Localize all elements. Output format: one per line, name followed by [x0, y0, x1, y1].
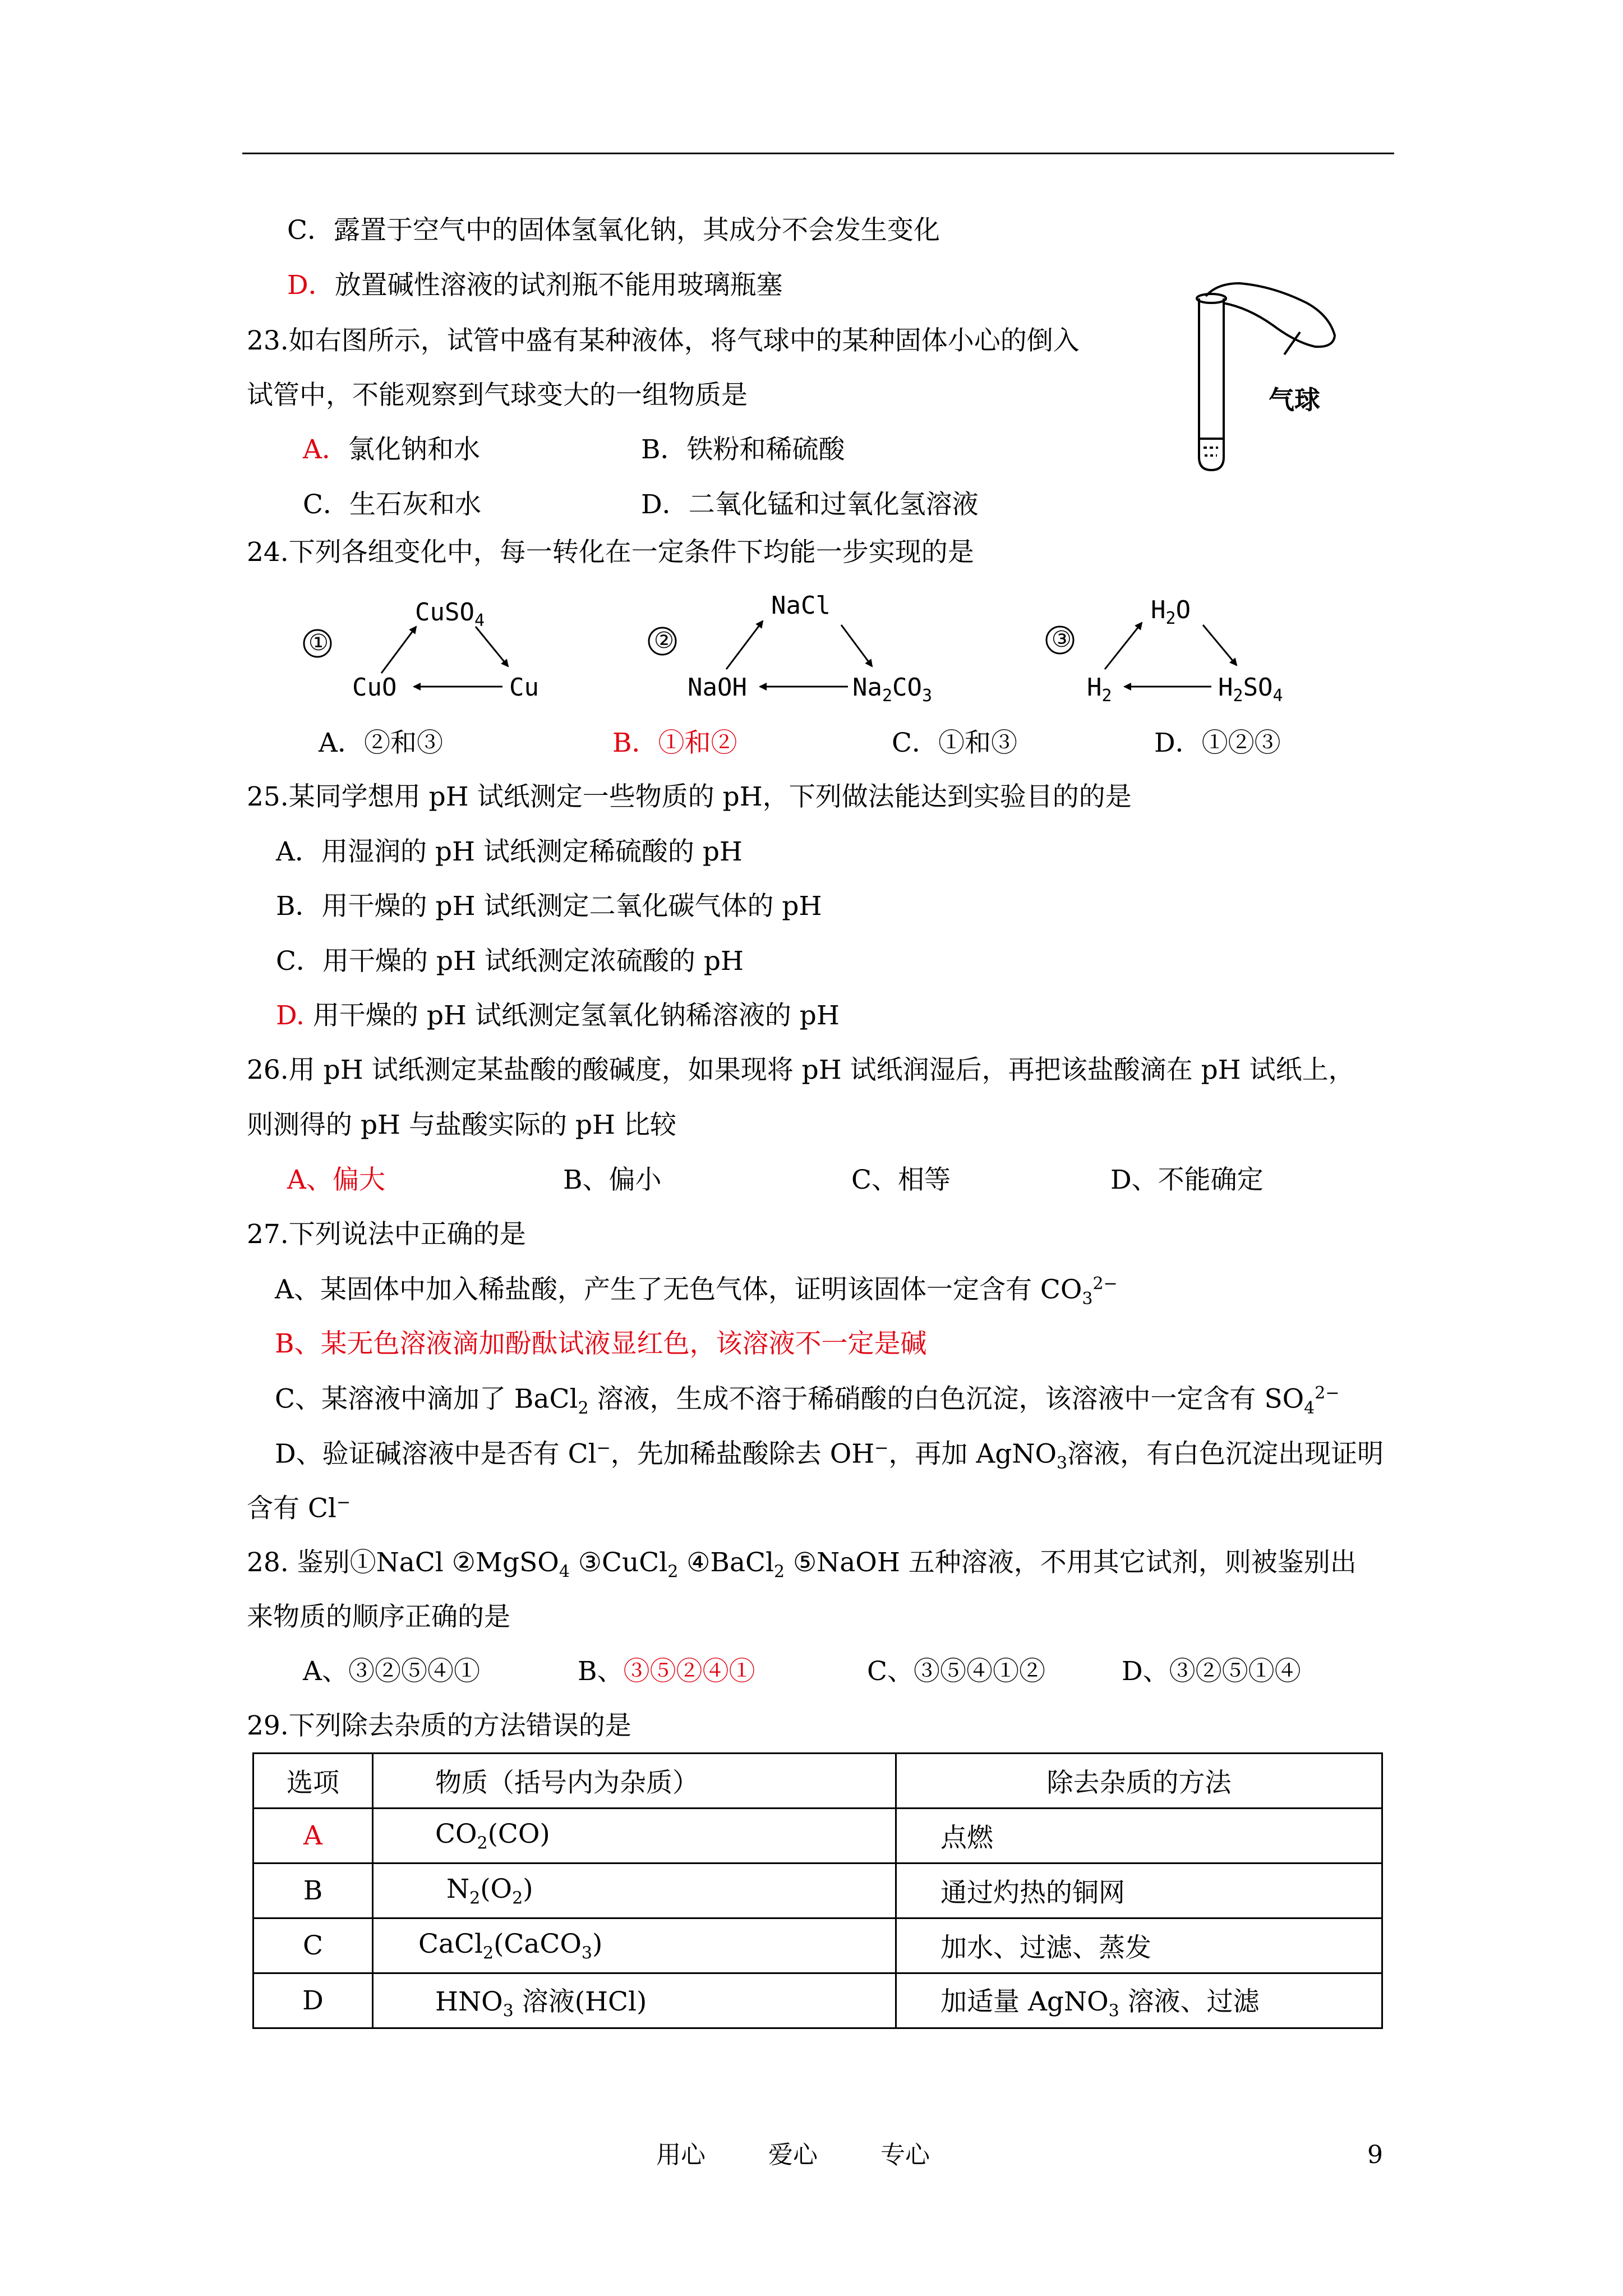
- q24-diagram2-left: NaOH: [688, 673, 747, 702]
- row-substance: $N_2(O_2)$: [373, 1864, 896, 1918]
- q26-option-a: A、偏大: [287, 1165, 385, 1195]
- row-method: 点燃: [896, 1809, 1382, 1864]
- q22-option-d-text: 放置碱性溶液的试剂瓶不能用玻璃瓶塞: [334, 270, 783, 301]
- row-method: 通过灼热的铜网: [896, 1864, 1382, 1918]
- q27-option-d-line2-sup: −: [336, 1493, 351, 1512]
- row-substance: $HNO_3$ 溶液(HCl): [373, 1973, 896, 2028]
- q24-diagram3-top: $H_2O$: [1151, 596, 1191, 628]
- q24-diagram1-num: ①: [308, 630, 329, 656]
- footer-text-left: 用心: [656, 2141, 706, 2169]
- q27-stem: 27.下列说法中正确的是: [247, 1219, 526, 1250]
- q26-option-c: C、相等: [851, 1165, 951, 1195]
- q24-diagram3-num: ③: [1052, 627, 1072, 652]
- row-option: D: [253, 1973, 373, 2028]
- q28-stem-line1: [247, 1549, 1357, 1580]
- q23-option-a: [303, 436, 480, 463]
- q27-option-c-sup2: 2−: [1315, 1383, 1340, 1403]
- q28-sub2a: 2: [667, 1562, 679, 1582]
- header-option: 选项: [253, 1754, 373, 1809]
- q28-option-d: D、③②⑤①④: [1122, 1656, 1301, 1687]
- q27-option-d-sup2: −: [874, 1438, 889, 1458]
- q25-option-c: C．用干燥的 pH 试纸测定浓硫酸的 pH: [276, 946, 744, 977]
- q27-option-d-mid: ，先加稀盐酸除去 OH: [610, 1438, 875, 1470]
- q23-option-b: B．铁粉和稀硫酸: [641, 434, 845, 465]
- q28-option-b-letter: B、: [578, 1656, 624, 1687]
- q27-option-d-line1: [275, 1440, 1384, 1472]
- q22-option-d: [287, 270, 783, 301]
- q27-option-d-pre: D、验证碱溶液中是否有 Cl: [275, 1438, 597, 1470]
- q25-option-d: [276, 1002, 840, 1029]
- q24-diagram3-left: $H_2$: [1087, 673, 1112, 706]
- q26-option-b: B、偏小: [563, 1165, 662, 1195]
- q27-option-d-line2: [247, 1494, 351, 1522]
- q24-diagram1-top: CuSO$_4$: [415, 598, 485, 631]
- q28-option-a: A、③②⑤④①: [303, 1656, 480, 1687]
- q27-option-c: [275, 1385, 1340, 1417]
- q28-stem-post: ⑤NaOH 五种溶液，不用其它试剂，则被鉴别出: [785, 1547, 1357, 1578]
- q27-option-a-text: A、某固体中加入稀盐酸，产生了无色气体，证明该固体一定含有 CO: [275, 1274, 1082, 1305]
- table-row: [253, 1809, 1382, 1864]
- table-row: [253, 1918, 1382, 1973]
- q22-option-d-letter: D．: [287, 270, 335, 301]
- q27-option-c-sub: 2: [578, 1398, 589, 1419]
- q24-diagram1-left: CuO: [352, 673, 397, 702]
- q23-option-d: D．二氧化锰和过氧化氢溶液: [641, 489, 979, 520]
- q25-option-d-letter: D.: [276, 1000, 305, 1031]
- q24-option-a: A．②和③: [319, 728, 443, 758]
- q29-table: [252, 1752, 1383, 2029]
- footer-text-mid: 爱心: [768, 2141, 818, 2169]
- q26-option-d: D、不能确定: [1110, 1165, 1264, 1195]
- q26-stem-line2: 则测得的 pH 与盐酸实际的 pH 比较: [247, 1110, 676, 1140]
- q28-sub4: 4: [559, 1562, 570, 1582]
- q28-stem-mid1: ③CuCl: [569, 1547, 668, 1578]
- q23-option-a-text: 氯化钠和水: [348, 434, 480, 465]
- q27-option-a-sub: 3: [1082, 1289, 1093, 1309]
- table-row: [253, 1973, 1382, 2028]
- q29-stem: 29.下列除去杂质的方法错误的是: [247, 1710, 631, 1741]
- q24-diagram2-top: NaCl: [771, 591, 831, 620]
- q23-option-a-letter: A．: [303, 434, 348, 465]
- q24-diagram1-right: Cu: [509, 673, 539, 702]
- q24-stem: 24.下列各组变化中，每一转化在一定条件下均能一步实现的是: [247, 537, 974, 568]
- page-number: 9: [1367, 2141, 1383, 2169]
- table-header-row: [253, 1754, 1382, 1809]
- q27-option-b: B、某无色溶液滴加酚酞试液显红色，该溶液不一定是碱: [275, 1328, 927, 1359]
- q23-stem-line2: 试管中，不能观察到气球变大的一组物质是: [247, 380, 748, 411]
- q22-option-c: C．露置于空气中的固体氢氧化钠，其成分不会发生变化: [287, 215, 940, 246]
- q24-option-c: C．①和③: [892, 728, 1017, 758]
- q24-diagram2-right: $Na_2CO_3$: [852, 673, 933, 706]
- q23-stem-line1: 23.如右图所示，试管中盛有某种液体，将气球中的某种固体小心的倒入: [247, 325, 1080, 356]
- q27-option-d-post: 溶液，有白色沉淀出现证明: [1067, 1438, 1384, 1470]
- q25-stem: 25.某同学想用 pH 试纸测定一些物质的 pH，下列做法能达到实验目的的是: [247, 781, 1132, 812]
- q27-option-c-post: 溶液，生成不溶于稀硝酸的白色沉淀，该溶液中一定含有 SO: [588, 1383, 1304, 1415]
- row-method: 加水、过滤、蒸发: [896, 1918, 1382, 1973]
- q25-option-a: A．用湿润的 pH 试纸测定稀硫酸的 pH: [276, 836, 743, 867]
- q27-option-a: [275, 1276, 1118, 1308]
- row-option: B: [253, 1864, 373, 1918]
- q27-option-d-sub: 3: [1057, 1453, 1068, 1474]
- header-substance: 物质（括号内为杂质）: [373, 1754, 896, 1809]
- table-row: [253, 1864, 1382, 1918]
- header-rule: [242, 153, 1394, 154]
- row-method: 加适量 AgNO$_3$ 溶液、过滤: [896, 1973, 1382, 2028]
- q27-option-d-sup1: −: [596, 1438, 611, 1458]
- row-option: C: [253, 1918, 373, 1973]
- q24-diagram3-right: $H_2SO_4$: [1218, 673, 1283, 706]
- q28-stem-line2: 来物质的顺序正确的是: [247, 1602, 510, 1632]
- q25-option-b: B．用干燥的 pH 试纸测定二氧化碳气体的 pH: [276, 891, 822, 922]
- q24-option-b: B．①和②: [612, 728, 737, 758]
- q27-option-d-line2-text: 含有 Cl: [247, 1493, 336, 1524]
- q27-option-d-mid2: ，再加 AgNO: [888, 1438, 1057, 1470]
- q27-option-a-sup: 2−: [1092, 1274, 1118, 1294]
- q28-stem-pre: 28. 鉴别①NaCl ②MgSO: [247, 1547, 559, 1578]
- q28-sub2b: 2: [773, 1562, 785, 1582]
- q24-diagram2-num: ②: [654, 628, 674, 654]
- footer-text-right: 专心: [880, 2141, 930, 2169]
- q25-option-d-text: 用干燥的 pH 试纸测定氢氧化钠稀溶液的 pH: [312, 1000, 840, 1031]
- q23-option-c: C．生石灰和水: [303, 489, 481, 520]
- row-substance: $CO_2(CO)$: [373, 1809, 896, 1864]
- q28-option-b: [578, 1658, 755, 1685]
- q26-stem-line1: 26.用 pH 试纸测定某盐酸的酸碱度，如果现将 pH 试纸润湿后，再把该盐酸滴在 pH 试纸上，: [247, 1055, 1355, 1085]
- q28-option-b-text: ③⑤②④①: [623, 1656, 755, 1687]
- q28-option-c: C、③⑤④①②: [867, 1656, 1045, 1687]
- q24-option-d: D．①②③: [1154, 728, 1281, 758]
- header-method: 除去杂质的方法: [896, 1754, 1382, 1809]
- q27-option-c-sub2: 4: [1304, 1398, 1315, 1419]
- row-substance: CaCl$_2$(CaCO$_3$): [373, 1918, 896, 1973]
- row-option: A: [253, 1809, 373, 1864]
- q27-option-c-pre: C、某溶液中滴加了 BaCl: [275, 1383, 578, 1415]
- balloon-label: 气球: [1269, 385, 1320, 415]
- q28-stem-mid2: ④BaCl: [678, 1547, 774, 1578]
